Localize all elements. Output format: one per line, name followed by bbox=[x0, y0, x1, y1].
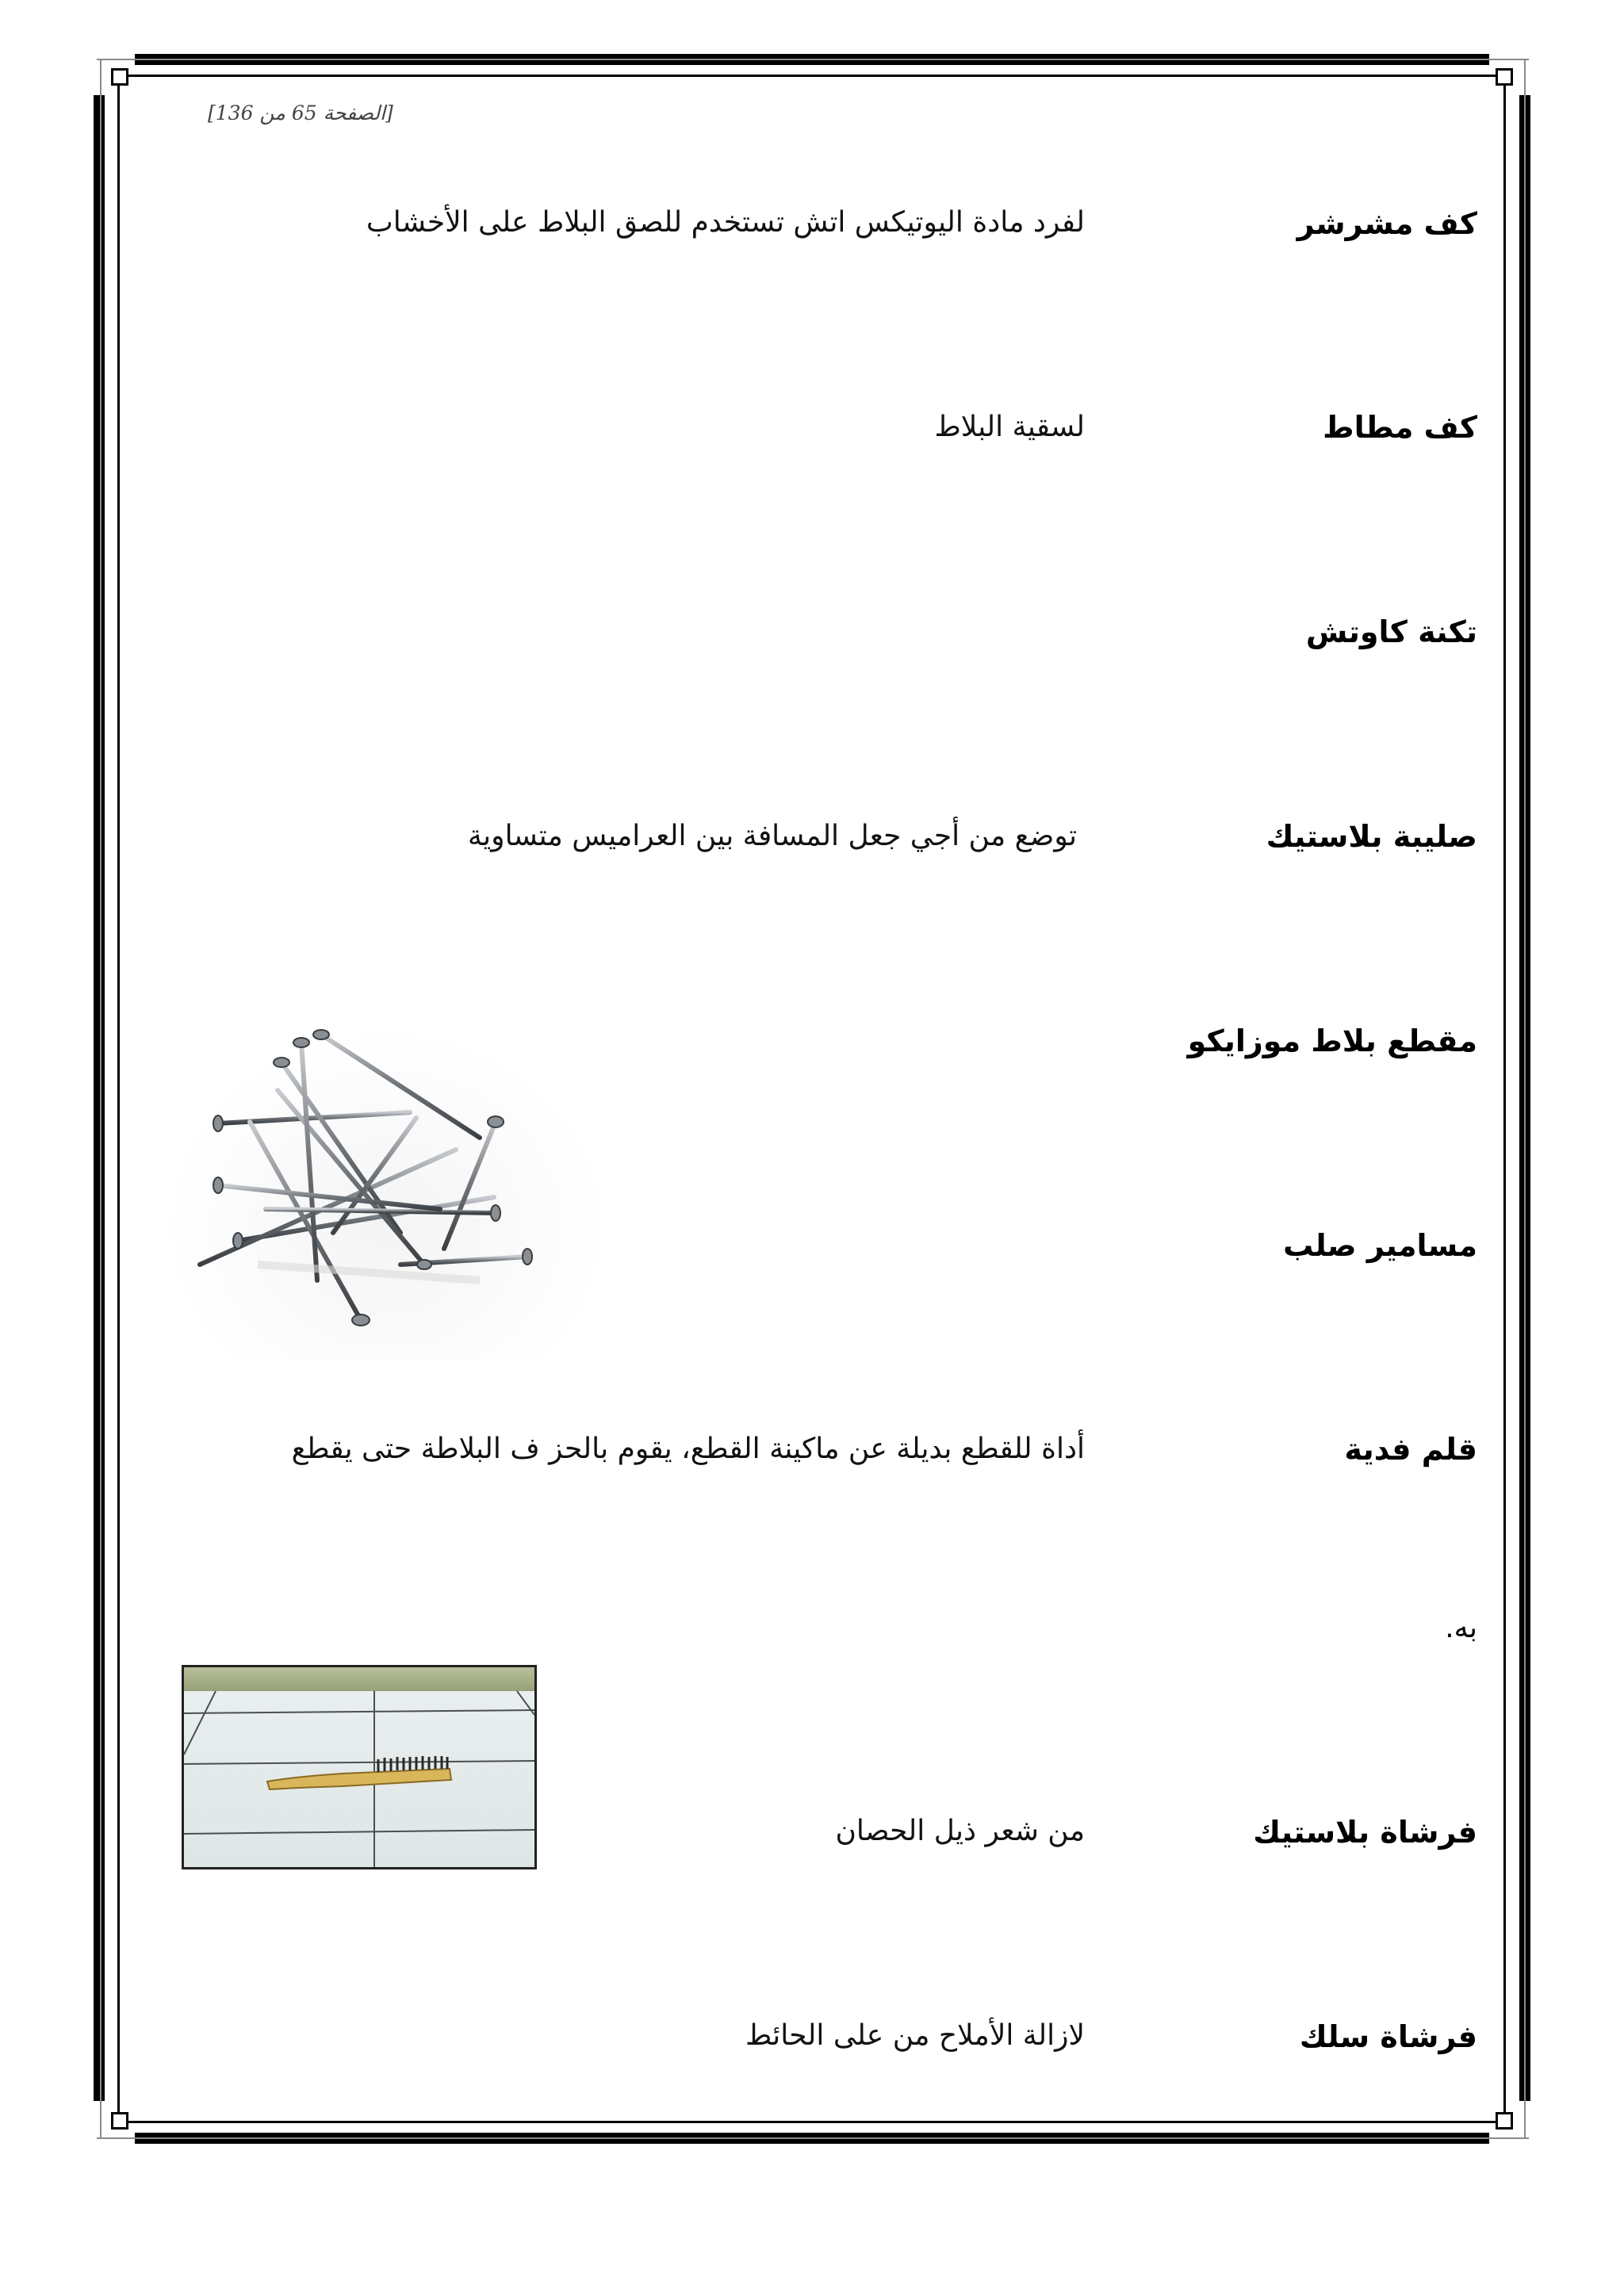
term-label: مقطع بلاط موزايكو bbox=[1187, 1024, 1477, 1058]
term-description: من شعر ذيل الحصان bbox=[835, 1815, 1085, 1847]
term-description: لسقية البلاط bbox=[934, 411, 1085, 443]
term-description: لفرد مادة اليوتيكس اتش تستخدم للصق البلاط على الأخشاب bbox=[366, 206, 1085, 239]
term-label: تكنة كاوتش bbox=[1305, 614, 1477, 649]
corner-ornament bbox=[111, 2112, 128, 2130]
term-label: كف مطاط bbox=[1323, 410, 1477, 445]
steel-nails-image bbox=[163, 1027, 611, 1360]
term-description: أداة للقطع بديلة عن ماكينة القطع، يقوم بالحز ف البلاطة حتى يقطع bbox=[291, 1433, 1085, 1465]
term-description: لازالة الأملاح من على الحائط bbox=[745, 2019, 1085, 2052]
corner-ornament bbox=[1496, 2112, 1513, 2130]
wire-brush-image bbox=[182, 1665, 537, 1869]
term-label: فرشاة بلاستيك bbox=[1253, 1815, 1477, 1850]
corner-ornament bbox=[1496, 68, 1513, 86]
term-label: كف مشرشر bbox=[1297, 206, 1477, 241]
term-label: مسامير صلب bbox=[1283, 1228, 1477, 1263]
description-continuation: به. bbox=[1445, 1612, 1477, 1644]
term-label: فرشاة سلك bbox=[1299, 2019, 1477, 2054]
corner-ornament bbox=[111, 68, 128, 86]
term-label: قلم فدية bbox=[1344, 1432, 1477, 1467]
term-label: صليبة بلاستيك bbox=[1266, 819, 1477, 854]
term-description: توضع من أجي جعل المسافة بين العراميس متساوية bbox=[467, 820, 1077, 852]
page-number: [الصفحة 65 من 136] bbox=[208, 101, 393, 124]
